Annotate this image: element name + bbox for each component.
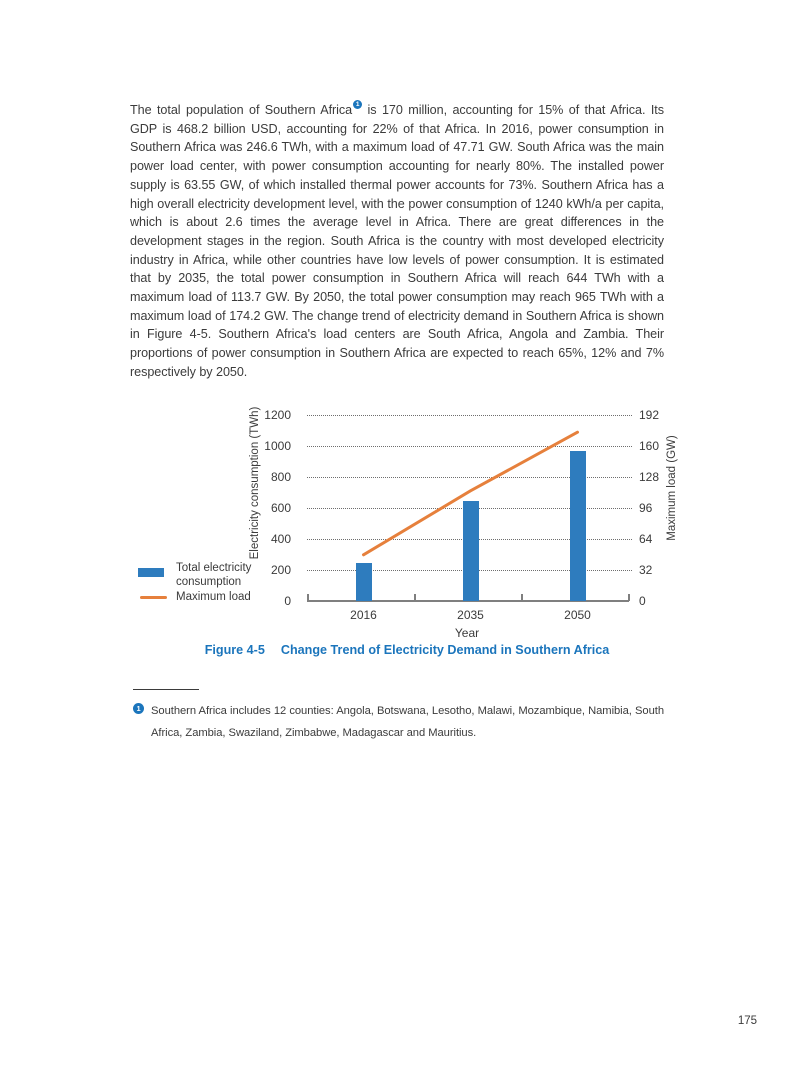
- x-axis-tick-label: 2050: [564, 608, 591, 622]
- paragraph-text-after-marker: is 170 million, accounting for 15% of that Africa. Its GDP is 468.2 billion USD, accounting for 22% of that Africa. In 2016, power consumption in Southern Africa was 246.6 TWh, with a maximum load of 47.71 GW. South Africa was the main power load center, with power consumption accounting for nearly 80%. The installed power supply is 63.55 GW, of which installed thermal power accounts for 73%. Southern Africa has a high overall electricity development level, with the power consumption of 1240 kWh/a per capita, which is about 2.6 times the average level in Africa. There are great differences in the development stages in the region. South Africa is the country with most developed electricity industry in Africa, while other countries have low levels of power consumption. It is estimated that by 2035, the total power consumption in Southern Africa will reach 644 TWh with a maximum load of 113.7 GW. By 2050, the total power consumption may reach 965 TWh with a maximum load of 174.2 GW. The change trend of electricity demand in Southern Africa is shown in Figure 4-5. Southern Africa's load centers are South Africa, Angola and Zambia. Their proportions of power consumption in Southern Africa are expected to reach 65%, 12% and 7% respectively by 2050.: [130, 103, 664, 379]
- right-axis-tick-label: 128: [639, 469, 660, 484]
- left-axis-tick-label: 600: [270, 500, 291, 515]
- body-paragraph: [130, 101, 664, 382]
- right-axis-tick-label: 0: [639, 593, 646, 608]
- right-axis-tick-label: 64: [639, 531, 653, 546]
- x-axis-title: Year: [454, 626, 480, 640]
- left-axis-title: Electricity consumption (TWh): [249, 406, 261, 560]
- figure-caption-title: Change Trend of Electricity Demand in Southern Africa: [280, 643, 610, 657]
- right-axis-title: Maximum load (GW): [666, 435, 678, 541]
- left-axis-tick-label: 800: [270, 469, 291, 484]
- maximum-load-line: [307, 415, 628, 601]
- right-axis-tick-label: 192: [639, 407, 660, 422]
- figure-caption: [140, 643, 674, 657]
- left-axis-tick-label: 200: [270, 562, 291, 577]
- footnote-number-icon: 1: [133, 703, 144, 714]
- right-axis-tick-label: 160: [639, 438, 660, 453]
- x-axis-tick: [628, 594, 630, 601]
- legend-bar-swatch-icon: [138, 568, 164, 577]
- right-axis-tick-label: 96: [639, 500, 653, 515]
- left-axis-tick-label: 400: [270, 531, 291, 546]
- footnote-text: Southern Africa includes 12 counties: Angola, Botswana, Lesotho, Malawi, Mozambique, Namibia, South Africa, Zambia, Swaziland, Zimbabwe, Madagascar and Mauritius.: [151, 705, 664, 739]
- x-axis-tick-label: 2035: [457, 608, 484, 622]
- right-axis-tick-label: 32: [639, 562, 653, 577]
- left-axis-tick-label: 1200: [264, 407, 291, 422]
- page-number: 175: [737, 1015, 757, 1027]
- figure-chart: [0, 400, 793, 690]
- paragraph-text-before-marker: The total population of Southern Africa: [130, 103, 353, 117]
- legend-line-swatch-icon: [140, 596, 167, 599]
- left-axis-tick-label: 1000: [264, 438, 291, 453]
- legend-label-bar-series: Total electricity consumption: [176, 562, 252, 588]
- footnote-separator: [133, 689, 199, 690]
- footnote: [133, 701, 664, 745]
- figure-caption-label: Figure 4-5: [204, 643, 265, 657]
- footnote-marker-icon: 1: [353, 100, 362, 109]
- legend-label-line-series: Maximum load: [176, 591, 251, 603]
- left-axis-tick-label: 0: [284, 593, 291, 608]
- x-axis-tick-label: 2016: [350, 608, 377, 622]
